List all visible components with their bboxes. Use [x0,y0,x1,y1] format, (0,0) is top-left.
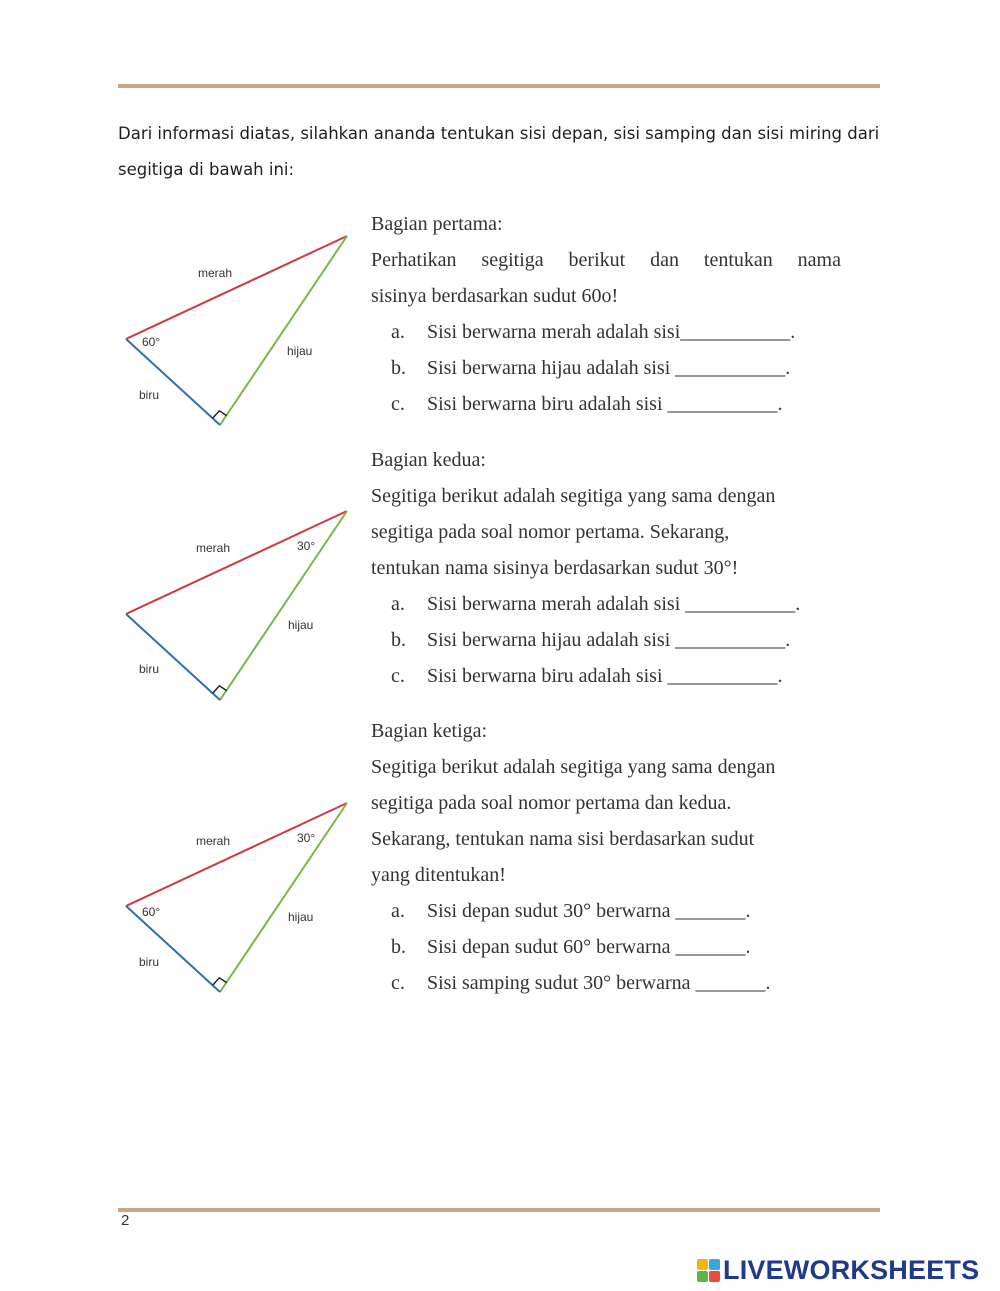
triangle-diagram-2 [110,500,360,730]
green-side [220,236,347,425]
instruction-line: tentukan nama sisinya berdasarkan sudut 30°! [371,557,739,579]
label-merah: merah [196,541,231,555]
liveworksheets-logo[interactable] [697,1252,979,1288]
question-item [371,893,841,929]
label-biru: biru [139,955,160,969]
triangle-diagram-1 [110,225,360,455]
item-text: Sisi berwarna biru adalah sisi ___________. [427,665,783,687]
label-hijau: hijau [288,910,314,924]
instruction-line: Segitiga berikut adalah segitiga yang sama dengan [371,485,776,507]
label-merah: merah [196,834,231,848]
angle-30-label: 30° [297,831,316,845]
blue-side [126,339,220,425]
item-letter: b. [391,357,406,379]
label-hijau: hijau [287,344,313,358]
question-item [371,386,841,422]
item-text: Sisi depan sudut 30° berwarna _______. [427,900,751,922]
angle-30-label: 30° [297,539,316,553]
section-bagian-ketiga [371,713,841,1001]
liveworksheets-logo-icon [697,1259,720,1282]
question-item [371,314,841,350]
question-item [371,350,841,386]
item-letter: a. [391,593,405,615]
green-side [220,511,347,700]
item-text: Sisi berwarna merah adalah sisi___________. [427,321,796,343]
instruction-line: yang ditentukan! [371,864,506,886]
item-text: Sisi depan sudut 60° berwarna _______. [427,936,751,958]
instruction-line: Perhatikan segitiga berikut dan tentukan nama [371,249,841,271]
angle-60-label: 60° [142,905,161,919]
top-rule [118,84,880,88]
question-item [371,586,841,622]
instruction-line: segitiga pada soal nomor pertama. Sekarang, [371,521,730,543]
section-title: Bagian pertama: [371,213,503,235]
item-text: Sisi samping sudut 30° berwarna _______. [427,972,771,994]
instruction-line: segitiga pada soal nomor pertama dan kedua. [371,792,732,814]
page-number: 2 [121,1212,130,1229]
green-side [220,803,347,992]
section-title: Bagian ketiga: [371,720,488,742]
instruction-line: Sekarang, tentukan nama sisi berdasarkan sudut [371,828,755,850]
angle-60-label: 60° [142,335,161,349]
label-biru: biru [139,662,160,676]
item-letter: b. [391,629,406,651]
item-letter: c. [391,665,405,687]
item-text: Sisi berwarna hijau adalah sisi ___________. [427,629,791,651]
item-text: Sisi berwarna merah adalah sisi ___________. [427,593,801,615]
instruction-line: sisinya berdasarkan sudut 60o! [371,285,619,307]
red-side [126,803,347,906]
label-merah: merah [198,266,233,280]
blue-side [126,906,220,992]
question-item [371,658,841,694]
item-letter: a. [391,900,405,922]
item-letter: c. [391,972,405,994]
red-side [126,236,347,339]
question-item [371,929,841,965]
label-hijau: hijau [288,618,314,632]
item-letter: a. [391,321,405,343]
intro-line-1: Dari informasi diatas, silahkan ananda tentukan sisi depan, sisi samping dan sisi miring dari [118,124,880,143]
label-biru: biru [139,388,160,402]
triangle-diagram-3 [110,792,360,1022]
blue-side [126,614,220,700]
item-letter: b. [391,936,406,958]
section-bagian-pertama [371,206,841,422]
red-side [126,511,347,614]
item-text: Sisi berwarna biru adalah sisi ___________. [427,393,783,415]
question-item [371,965,841,1001]
intro-line-2: segitiga di bawah ini: [118,160,295,179]
section-title: Bagian kedua: [371,449,486,471]
intro-paragraph [118,116,880,188]
item-letter: c. [391,393,405,415]
item-text: Sisi berwarna hijau adalah sisi ___________. [427,357,791,379]
bottom-rule [118,1208,880,1212]
section-bagian-kedua [371,442,841,694]
question-item [371,622,841,658]
instruction-line: Segitiga berikut adalah segitiga yang sama dengan [371,756,776,778]
brand-name: LIVEWORKSHEETS [723,1254,980,1285]
